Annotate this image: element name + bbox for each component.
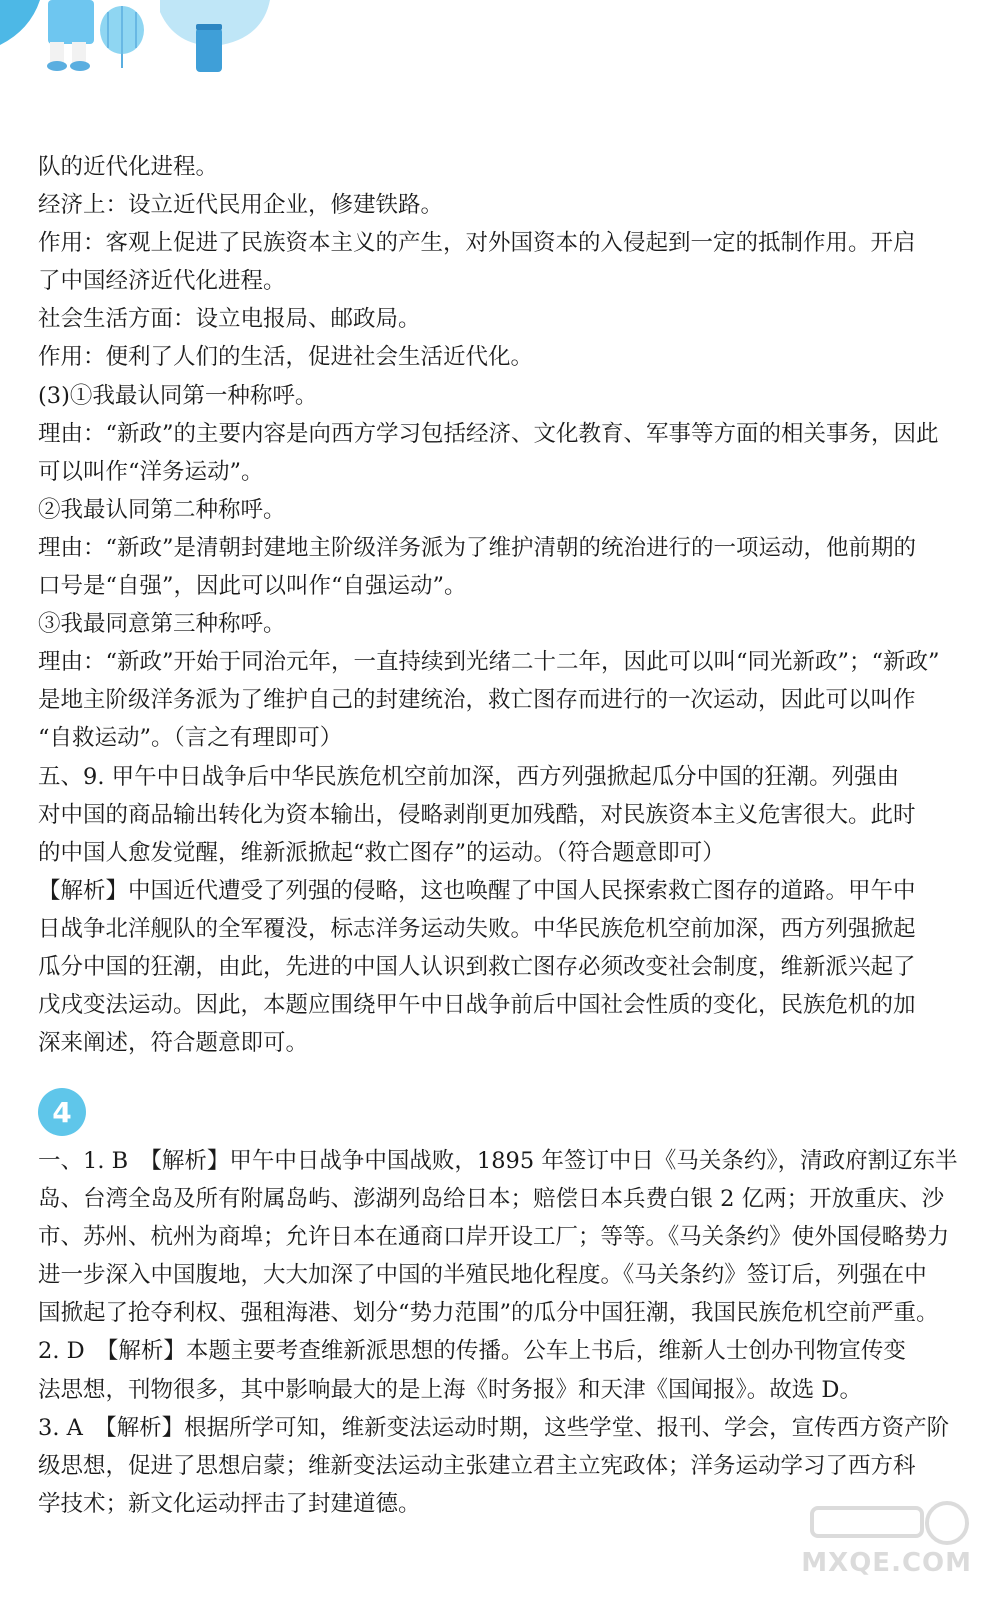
text-line: 【解析】中国近代遭受了列强的侵略，这也唤醒了中国人民探索救亡图存的道路。甲午中 xyxy=(38,877,916,904)
text-line: 队的近代化进程。 xyxy=(38,154,219,180)
header-illustration xyxy=(0,0,300,90)
text-line: 级思想，促进了思想启蒙；维新变法运动主张建立君主立宪政体；洋务运动学习了西方科 xyxy=(38,1452,916,1479)
text-line: ③我最同意第三种称呼。 xyxy=(38,611,286,638)
text-line: 社会生活方面：设立电报局、邮政局。 xyxy=(38,306,421,333)
figure-shoe-right xyxy=(70,61,90,71)
text-line: 学技术；新文化运动抨击了封建道德。 xyxy=(38,1490,421,1517)
blue-corner-shape xyxy=(0,0,40,45)
text-line: “自救运动”。（言之有理即可） xyxy=(38,725,343,752)
watermark-logo xyxy=(802,1498,972,1578)
figure-leg-left xyxy=(50,42,64,64)
text-line: 市、苏州、杭州为商埠；允许日本在通商口岸开设工厂；等等。《马关条约》使外国侵略势力 xyxy=(38,1224,950,1251)
text-line: 对中国的商品输出转化为资本输出，侵略剥削更加残酷，对民族资本主义危害很大。此时 xyxy=(38,801,916,828)
text-line: 岛、台湾全岛及所有附属岛屿、澎湖列岛给日本；赔偿日本兵费白银 2 亿两；开放重庆、沙 xyxy=(38,1186,945,1213)
text-line: 作用：便利了人们的生活，促进社会生活近代化。 xyxy=(38,344,534,371)
answer-text-block xyxy=(38,148,956,1062)
text-line: 口号是“自强”，因此可以叫作“自强运动”。 xyxy=(38,573,467,600)
answer-text-block-2 xyxy=(38,1142,956,1523)
text-line: 作用：客观上促进了民族资本主义的产生，对外国资本的入侵起到一定的抵制作用。开启 xyxy=(38,230,916,257)
text-line: 戊戌变法运动。因此，本题应围绕甲午中日战争前后中国社会性质的变化，民族危机的加 xyxy=(38,992,916,1019)
text-line: 经济上：设立近代民用企业，修建铁路。 xyxy=(38,192,444,219)
text-line: (3)①我最认同第一种称呼。 xyxy=(38,382,318,409)
figure-leg-right xyxy=(72,42,86,64)
text-line: 2. D 【解析】本题主要考查维新派思想的传播。公车上书后，维新人士创办刊物宣传变 xyxy=(38,1338,906,1365)
text-line: 3. A 【解析】根据所学可知，维新变法运动时期，这些学堂、报刊、学会，宣传西方资产阶 xyxy=(38,1414,950,1441)
text-line: 可以叫作“洋务运动”。 xyxy=(38,458,264,485)
text-line: 是地主阶级洋务派为了维护自己的封建统治，救亡图存而进行的一次运动，因此可以叫作 xyxy=(38,687,916,714)
text-line: 的中国人愈发觉醒，维新派掀起“救亡图存”的运动。（符合题意即可） xyxy=(38,839,725,866)
text-line: 理由：“新政”开始于同治元年，一直持续到光绪二十二年，因此可以叫“同光新政”；“新政” xyxy=(38,649,940,676)
text-line: 瓜分中国的狂潮，由此，先进的中国人认识到救亡图存必须改变社会制度，维新派兴起了 xyxy=(38,953,916,980)
text-line: ②我最认同第二种称呼。 xyxy=(38,496,286,523)
text-line: 了中国经济近代化进程。 xyxy=(38,268,286,295)
jar-icon xyxy=(196,28,222,72)
watermark-emblem-icon xyxy=(802,1498,972,1548)
text-line: 进一步深入中国腹地，大大加深了中国的半殖民地化程度。《马关条约》签订后，列强在中 xyxy=(38,1262,927,1289)
figure-body xyxy=(48,0,94,44)
text-line: 理由：“新政”是清朝封建地主阶级洋务派为了维护清朝的统治进行的一项运动，他前期的 xyxy=(38,534,917,561)
figure-shoe-left xyxy=(47,61,67,71)
watermark-text: MXQE.COM xyxy=(801,1548,972,1578)
text-line: 五、9. 甲午中日战争后中华民族危机空前加深，西方列强掀起瓜分中国的狂潮。列强由 xyxy=(38,763,900,790)
text-line: 法思想，刊物很多，其中影响最大的是上海《时务报》和天津《国闻报》。故选 D。 xyxy=(38,1376,862,1403)
text-line: 深来阐述，符合题意即可。 xyxy=(38,1030,309,1057)
text-line: 日战争北洋舰队的全军覆没，标志洋务运动失败。中华民族危机空前加深，西方列强掀起 xyxy=(38,915,916,942)
section-number-badge: 4 xyxy=(38,1088,86,1136)
text-line: 理由：“新政”的主要内容是向西方学习包括经济、文化教育、军事等方面的相关事务，因此 xyxy=(38,420,939,447)
text-line: 国掀起了抢夺利权、强租海港、划分“势力范围”的瓜分中国狂潮，我国民族危机空前严重。 xyxy=(38,1300,939,1327)
text-line: 一、1. B 【解析】甲午中日战争中国战败，1895 年签订中日《马关条约》，清政府割辽东半 xyxy=(38,1148,958,1174)
